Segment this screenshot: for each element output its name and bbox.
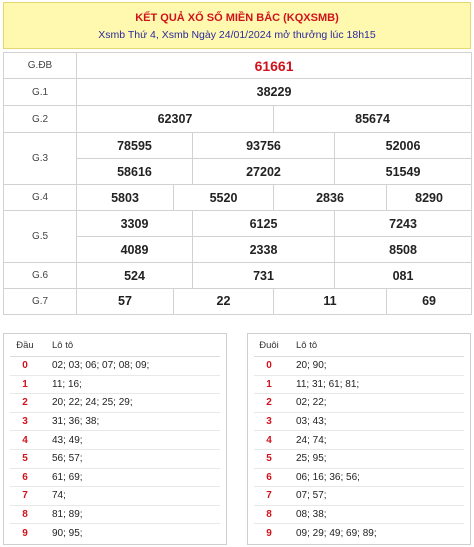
prize-row-g4 bbox=[4, 185, 472, 211]
loto-duoi-row bbox=[254, 431, 464, 450]
loto-duoi-row bbox=[254, 376, 464, 395]
loto-duoi-row bbox=[254, 413, 464, 432]
row-values: 03; 43; bbox=[296, 416, 327, 428]
loto-duoi-row bbox=[254, 394, 464, 413]
prize-number: 78595 bbox=[77, 133, 193, 159]
prize-number: 69 bbox=[387, 289, 472, 315]
prize-number: 731 bbox=[193, 263, 335, 289]
prize-number: 22 bbox=[174, 289, 274, 315]
prize-label: G.5 bbox=[4, 211, 77, 263]
row-key: 9 bbox=[266, 528, 272, 540]
prize-number: 38229 bbox=[77, 79, 472, 106]
loto-dau-row bbox=[10, 431, 220, 450]
prize-number: 3309 bbox=[77, 211, 193, 237]
prize-number: 2836 bbox=[274, 185, 387, 211]
row-values: 20; 90; bbox=[296, 360, 327, 372]
row-key: 5 bbox=[266, 453, 272, 465]
prize-number: 524 bbox=[77, 263, 193, 289]
prize-number: 61661 bbox=[77, 53, 472, 79]
prize-row-g1 bbox=[4, 79, 472, 106]
row-values: 81; 89; bbox=[52, 509, 83, 521]
col-header-loto: Lô tô bbox=[52, 339, 74, 351]
row-key: 6 bbox=[22, 471, 28, 483]
row-key: 7 bbox=[266, 490, 272, 502]
prize-number: 7243 bbox=[335, 211, 472, 237]
loto-dau-row bbox=[10, 469, 220, 488]
results-header bbox=[3, 2, 471, 49]
prize-number: 8508 bbox=[335, 237, 472, 263]
col-header-dau: Đầu bbox=[16, 339, 34, 351]
row-key: 9 bbox=[22, 528, 28, 540]
row-key: 0 bbox=[22, 360, 28, 372]
row-values: 25; 95; bbox=[296, 453, 327, 465]
loto-duoi-row bbox=[254, 357, 464, 376]
prize-row-g5 bbox=[4, 211, 472, 237]
prize-label: G.6 bbox=[4, 263, 77, 289]
row-values: 90; 95; bbox=[52, 528, 83, 540]
row-key: 3 bbox=[266, 416, 272, 428]
row-key: 8 bbox=[266, 509, 272, 521]
prize-row-g2 bbox=[4, 106, 472, 133]
row-values: 61; 69; bbox=[52, 471, 83, 483]
prize-label: G.ĐB bbox=[4, 53, 77, 79]
col-header-loto: Lô tô bbox=[296, 339, 318, 351]
row-values: 09; 29; 49; 69; 89; bbox=[296, 528, 377, 540]
prize-label: G.1 bbox=[4, 79, 77, 106]
loto-duoi-row bbox=[254, 469, 464, 488]
prize-number: 51549 bbox=[335, 159, 472, 185]
prize-number: 8290 bbox=[387, 185, 472, 211]
loto-duoi-row bbox=[254, 487, 464, 506]
row-values: 11; 31; 61; 81; bbox=[296, 378, 360, 390]
loto-dau-row bbox=[10, 450, 220, 469]
loto-dau-row bbox=[10, 487, 220, 506]
row-values: 11; 16; bbox=[52, 378, 82, 390]
row-values: 02; 22; bbox=[296, 397, 327, 409]
prize-number: 4089 bbox=[77, 237, 193, 263]
row-values: 02; 03; 06; 07; 08; 09; bbox=[52, 360, 150, 372]
prize-number: 62307 bbox=[77, 106, 274, 133]
loto-dau-row bbox=[10, 394, 220, 413]
row-key: 4 bbox=[22, 434, 28, 446]
row-key: 5 bbox=[22, 453, 28, 465]
row-key: 1 bbox=[266, 378, 272, 390]
prize-label: G.4 bbox=[4, 185, 77, 211]
row-values: 20; 22; 24; 25; 29; bbox=[52, 397, 133, 409]
row-values: 07; 57; bbox=[296, 490, 327, 502]
prize-label: G.7 bbox=[4, 289, 77, 315]
prize-number: 5520 bbox=[174, 185, 274, 211]
prize-row-g6 bbox=[4, 263, 472, 289]
row-key: 8 bbox=[22, 509, 28, 521]
prize-label: G.2 bbox=[4, 106, 77, 133]
loto-dau-row bbox=[10, 376, 220, 395]
prize-number: 11 bbox=[274, 289, 387, 315]
results-table bbox=[3, 52, 472, 315]
row-key: 3 bbox=[22, 416, 28, 428]
loto-duoi-row bbox=[254, 450, 464, 469]
loto-duoi-row bbox=[254, 506, 464, 525]
prize-number: 27202 bbox=[193, 159, 335, 185]
loto-dau-table bbox=[3, 333, 227, 545]
prize-row-g7 bbox=[4, 289, 472, 315]
prize-number: 58616 bbox=[77, 159, 193, 185]
loto-dau-row bbox=[10, 524, 220, 543]
row-values: 43; 49; bbox=[52, 434, 83, 446]
loto-dau-row bbox=[10, 357, 220, 376]
row-key: 7 bbox=[22, 490, 28, 502]
row-key: 6 bbox=[266, 471, 272, 483]
loto-dau-row bbox=[10, 413, 220, 432]
prize-row-gdb bbox=[4, 53, 472, 79]
row-key: 2 bbox=[22, 397, 28, 409]
row-values: 56; 57; bbox=[52, 453, 83, 465]
row-values: 24; 74; bbox=[296, 434, 327, 446]
row-key: 2 bbox=[266, 397, 272, 409]
prize-row-g3 bbox=[4, 133, 472, 159]
prize-number: 5803 bbox=[77, 185, 174, 211]
prize-label: G.3 bbox=[4, 133, 77, 185]
row-key: 0 bbox=[266, 360, 272, 372]
loto-duoi-header bbox=[254, 334, 464, 357]
col-header-duoi: Đuôi bbox=[259, 339, 279, 351]
prize-number: 6125 bbox=[193, 211, 335, 237]
loto-duoi-row bbox=[254, 524, 464, 543]
row-values: 06; 16; 36; 56; bbox=[296, 471, 360, 483]
prize-number: 93756 bbox=[193, 133, 335, 159]
loto-duoi-table bbox=[247, 333, 471, 545]
row-key: 1 bbox=[22, 378, 28, 390]
loto-dau-header bbox=[10, 334, 220, 357]
row-values: 08; 38; bbox=[296, 509, 327, 521]
page-subtitle: Xsmb Thứ 4, Xsmb Ngày 24/01/2024 mở thưởng lúc 18h15 bbox=[98, 29, 376, 41]
prize-number: 57 bbox=[77, 289, 174, 315]
prize-number: 52006 bbox=[335, 133, 472, 159]
prize-number: 85674 bbox=[274, 106, 472, 133]
prize-number: 2338 bbox=[193, 237, 335, 263]
page-title: KẾT QUẢ XỔ SỐ MIỀN BẮC (KQXSMB) bbox=[135, 12, 339, 24]
row-values: 74; bbox=[52, 490, 66, 502]
loto-dau-row bbox=[10, 506, 220, 525]
prize-number: 081 bbox=[335, 263, 472, 289]
row-key: 4 bbox=[266, 434, 272, 446]
row-values: 31; 36; 38; bbox=[52, 416, 100, 428]
